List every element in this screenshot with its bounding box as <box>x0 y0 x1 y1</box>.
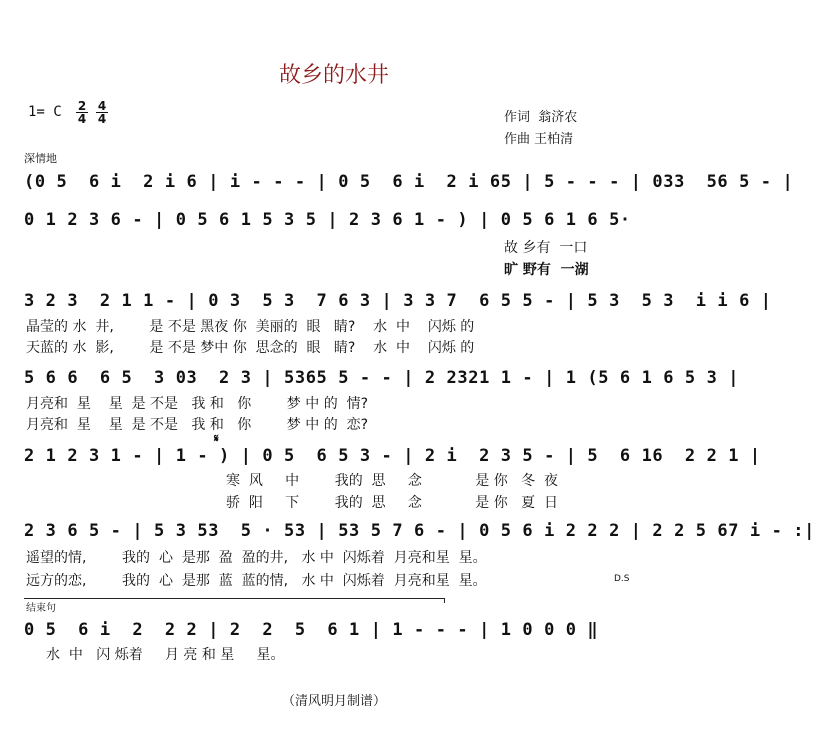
lyrics-system-4-verse-1: 月亮和 星 星 是 不是 我 和 你 梦 中 的 情? <box>26 396 369 412</box>
coda-bracket-end <box>444 598 445 603</box>
notation-system-2: 0 1 2 3 6 - | 0 5 6 1 5 3 5 | 2 3 6 1 - ) | 0 5 6 1 6 5· <box>24 210 631 230</box>
notation-system-6: 2 3 6 5 - | 5 3 53 5 · 53 | 53 5 7 6 - | 0 5 6 i 2 2 2 | 2 2 5 67 i - :| <box>24 521 815 541</box>
segno-sign: 𝄋 <box>214 432 219 445</box>
time-signature-1 <box>76 100 88 125</box>
lyrics-system-3-verse-1: 晶莹的 水 井, 是 不是 黑夜 你 美丽的 眼 睛? 水 中 闪烁 的 <box>26 319 475 335</box>
lyrics-system-2-verse-1: 故 乡有 一口 <box>504 240 588 256</box>
lyrics-system-6-verse-2: 远方的恋, 我的 心 是那 蓝 蓝的情, 水 中 闪烁着 月亮和星 星。 <box>26 573 487 589</box>
lyrics-system-4-verse-2: 月亮和 星 星 是 不是 我 和 你 梦 中 的 恋? <box>26 417 369 433</box>
lyrics-coda: 水 中 闪 烁着 月 亮 和 星 星。 <box>46 647 285 663</box>
time-signature-2-top: 4 <box>97 99 107 113</box>
lyrics-system-3-verse-2: 天蓝的 水 影, 是 不是 梦中 你 思念的 眼 睛? 水 中 闪烁 的 <box>26 340 475 356</box>
composer-credit: 作曲 王柏清 <box>504 132 574 147</box>
lyrics-system-5-verse-2: 骄 阳 下 我的 思 念 是 你 夏 日 <box>226 495 559 511</box>
lyricist-credit: 作词 翁济农 <box>504 110 578 125</box>
time-signature-2-bottom: 4 <box>97 112 107 126</box>
coda-label: 结束句 <box>26 603 56 614</box>
time-signature-1-bottom: 4 <box>77 112 87 126</box>
lyrics-system-2-verse-2: 旷 野有 一湖 <box>504 262 589 278</box>
tempo-marking: 深情地 <box>24 152 57 165</box>
notation-coda: 0 5 6 i 2 2 2 | 2 2 5 6 1 | 1 - - - | 1 0 0 0 ‖ <box>24 620 599 640</box>
lyrics-system-5-verse-1: 寒 风 中 我的 思 念 是 你 冬 夜 <box>226 473 559 489</box>
lyrics-system-6-verse-1: 遥望的情, 我的 心 是那 盈 盈的井, 水 中 闪烁着 月亮和星 星。 <box>26 550 487 566</box>
song-title: 故乡的水井 <box>278 63 389 88</box>
time-signature-2 <box>96 100 108 125</box>
notation-system-1: (0 5 6 i 2 i 6 | i - - - | 0 5 6 i 2 i 65 | 5 - - - | 033 56 5 - | <box>24 172 794 192</box>
notation-system-4: 5 6 6 6 5 3 03 2 3 | 5365 5 - - | 2 2321 1 - | 1 (5 6 1 6 5 3 | <box>24 368 740 388</box>
transcriber-credit: （清风明月制谱） <box>281 694 386 709</box>
coda-bracket-line <box>24 598 444 599</box>
dal-segno-mark: D.S <box>614 574 630 584</box>
time-signature-1-top: 2 <box>77 99 87 113</box>
notation-system-5: 2 1 2 3 1 - | 1 - ) | 0 5 6 5 3 - | 2 i 2 3 5 - | 5 6 16 2 2 1 | <box>24 446 761 466</box>
key-signature: 1= C <box>28 104 62 120</box>
notation-system-3: 3 2 3 2 1 1 - | 0 3 5 3 7 6 3 | 3 3 7 6 5 5 - | 5 3 5 3 i i 6 | <box>24 291 772 311</box>
